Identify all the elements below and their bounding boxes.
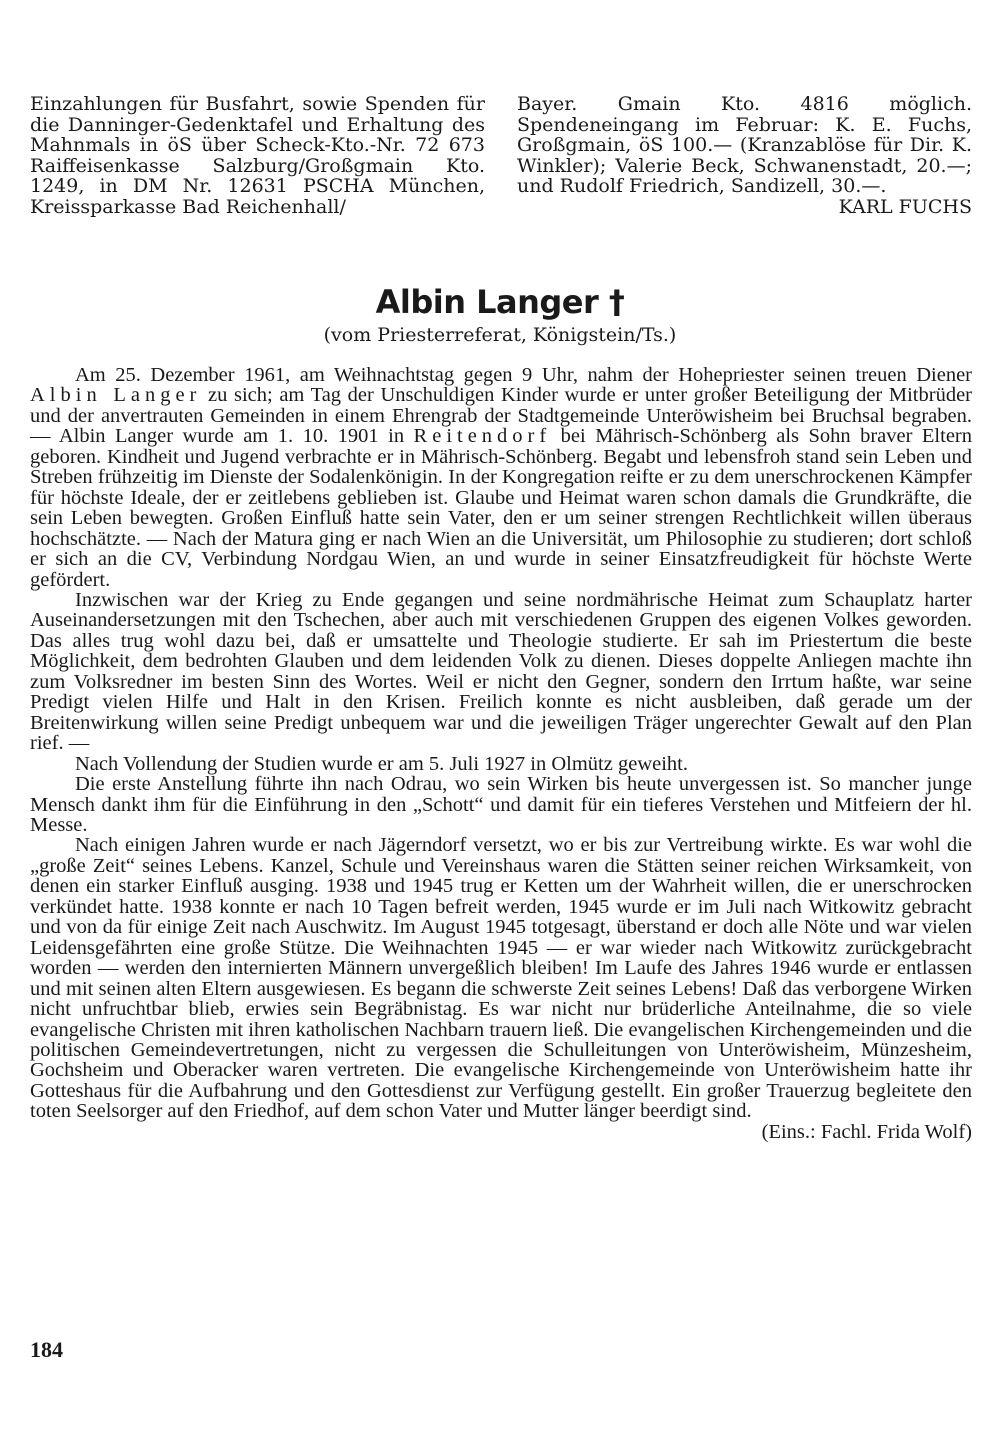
article-title: Albin Langer † (375, 283, 625, 321)
paragraph-text: Am 25. Dezember 1961, am Weihnachtstag gegen 9 Uhr, nahm der Hohepriester seinen treuen Diener (75, 364, 972, 386)
place-name-spaced: Reitendorf (413, 425, 552, 448)
donation-text-right-column (517, 94, 972, 217)
article-paragraph-4: Die erste Anstellung führte ihn nach Odrau, wo sein Wirken bis heute unvergessen ist. So mancher junge Mensch dankt ihm für die Einführung in den „Schott“ und damit für ein tieferes Verstehen und Mitfeiern der hl. Messe. (30, 773, 972, 836)
article-paragraph-3: Nach Vollendung der Studien wurde er am 5. Juli 1927 in Olmütz geweiht. (75, 752, 688, 775)
article-paragraph-1 (30, 365, 972, 590)
paragraph-text: Nach einigen Jahren wurde er nach Jägerndorf versetzt, wo er bis zur Vertreibung wirkte. Es war wohl die „große Zeit“ seines Lebens. Kanzel, Schule und Vereinshaus waren die Stätten seiner reichen Wirksamkeit, von denen ein starker Einfluß ausging. 1938 und 1945 trug er Ketten um der Wahrheit willen, die er unerschrocken verkündet hatte. 1938 konnte er nach 10 Tagen befreit werden, 1945 wurde er im Juli nach Witkowitz gebracht und von da für einige Zeit nach Auschwitz. Im August 1945 totgesagt, überstand er doch alle Nöte und war vielen Leidensgefährten eine große Stütze. Die Weihnachten 1945 — er war wieder nach Witkowitz zurückgebracht worden — werden den internierten Männern unvergeßlich bleiben! Im Laufe des Jahres 1946 wurde er entlassen und mit seinen alten Eltern ausgewiesen. Es begann die schwerste Zeit seines Lebens! Daß das verborgene Wirken nicht unfruchtbar blieb, erwies sein Begräbnistag. Es war nicht nur brüderliche Anteilnahme, die so viele evangelische Christen mit ihren katholischen Nachbarn trauern ließ. Die evangelischen Kirchengemeinden und die politischen Gemeindevertretungen, nicht zu vergessen die Schulleitungen von Unteröwisheim, Münzesheim, Gochsheim und Oberacker waren vertreten. Die evangelische Kirchengemeinde von Unteröwisheim hatte ihr Gotteshaus für die Aufbahrung und den Gottesdienst zur Verfügung gestellt. Ein großer Trauerzug begleitete den toten Seelsorger auf den Friedhof, auf dem schon Vater und Mutter länger beerdigt sind. (30, 834, 972, 1123)
paragraph-text: bei Mährisch-Schönberg als Sohn braver Eltern geboren. Kindheit und Jugend verbrachte er in Mährisch-Schönberg. Begabt und lebensfroh stand sein Leben und Streben frühzeitig im Dienste der Sodalenkönigin. In der Kongregation reifte er zu dem unerschrockenen Kämpfer für höchste Ideale, der er zeitlebens geblieben ist. Glaube und Heimat waren schon damals die Grundkräfte, die sein Leben bewegten. Großen Einfluß hatte sein Vater, den er um seiner strengen Rechtlichkeit willen überaus hochschätzte. — Nach der Matura ging er nach Wien an die Universität, um Philosophie zu studieren; dort schloß er sich an die CV, Verbindung Nordgau Wien, an und wurde in seiner Einsatzfreudigkeit für höchste Werte gefördert. (30, 425, 972, 591)
article-subtitle: (vom Priesterreferat, Königstein/Ts.) (323, 324, 677, 346)
article-paragraph-5 (30, 834, 972, 1143)
article-paragraph-2: Inzwischen war der Krieg zu Ende gegangen und seine nordmährische Heimat zum Schauplatz harter Auseinandersetzungen mit den Tschechen, aber auch mit verschiedenen Gruppen des eigenen Volkes geworden. Das alles trug wohl dazu bei, daß er umsattelte und Theologie studierte. Er sah im Priestertum die beste Möglichkeit, dem bedrohten Glauben und dem leidenden Volk zu dienen. Dieses doppelte Anliegen machte ihn zum Volksredner im besten Sinn des Wortes. Weil er nicht den Gegner, sondern den Irrtum haßte, war seine Predigt vielen Hilfe und Halt in den Krisen. Freilich konnte es nicht ausbleiben, daß gerade um der Breitenwirkung willen seine Predigt unbequem war und die jeweiligen Träger ungerechter Gewalt auf den Plan rief. — (30, 588, 972, 755)
page-number: 184 (30, 1337, 63, 1362)
article-body (30, 365, 972, 1142)
donation-paragraph-left: Einzahlungen für Busfahrt, sowie Spenden für die Danninger-Gedenktafel und Erhaltung des Mahnmals in öS über Scheck-Kto.-Nr. 72 673 Raiffeisenkasse Salzburg/Großgmain Kto. 1249, in DM Nr. 12631 PSCHA München, Kreissparkasse Bad Reichenhall/ (30, 93, 485, 218)
person-name-spaced: Albin Langer (30, 384, 202, 407)
donation-paragraph-right: Bayer. Gmain Kto. 4816 möglich. Spendeneingang im Februar: K. E. Fuchs, Großgmain, öS 100.— (Kranzablöse für Dir. K. Winkler); Valerie Beck, Schwanenstadt, 20.—; und Rudolf Friedrich, Sandizell, 30.—. (517, 93, 972, 197)
paragraph-text: zu sich; am Tag der Unschuldigen Kinder wurde er unter großer Beteiligung der Mitbrüder und der anvertrauten Gemeinden in einem Ehrengrab der Stadtgemeinde Unteröwisheim bei Bruchsal begraben. — Albin Langer wurde am 1. 10. 1901 in (30, 384, 972, 448)
donation-text-left-column (30, 94, 485, 217)
author-signature: KARL FUCHS (838, 195, 972, 218)
article-attribution: (Eins.: Fachl. Frida Wolf) (761, 1120, 972, 1143)
